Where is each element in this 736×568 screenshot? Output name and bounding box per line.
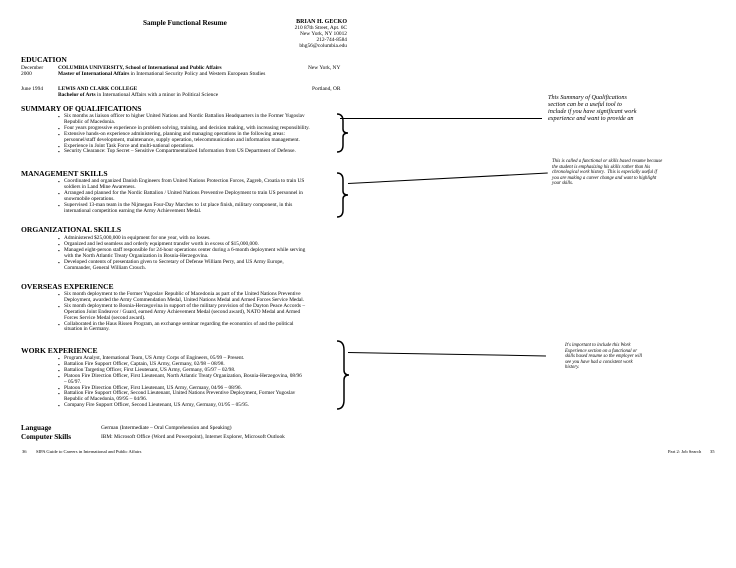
list-item: ▪ Six month deployment to Bosnia-Herzegovina in support of the military provision of the Dayton Peace Accords – Operation Joint Endeavor / Guard, earned Army Achievement Medal (second award), NATO Medal and Armed Forces Service Medal (second award). xyxy=(58,304,305,322)
list-item: ▪ Extensive hands-on experience administering, planning and managing operations in the following areas: personnel/staff development, maintenance, supply operation, telecommunication and information management. xyxy=(58,132,310,144)
work-list xyxy=(58,356,302,409)
edu2-date: June 1994 xyxy=(21,86,44,92)
summary-connector-line xyxy=(340,118,542,119)
summary-list xyxy=(58,114,310,155)
language-label: Language xyxy=(21,424,52,432)
edu1-location: New York, NY xyxy=(308,65,341,71)
footer-right-text: Part 2: Job Search xyxy=(668,449,702,454)
list-item: ▪ Platoon Fire Direction Officer, First Lieutenant, US Army, Germany, 04/96 – 08/96. xyxy=(58,386,302,392)
footer-left-text: SIPA Guide to Careers in International and Public Affairs xyxy=(36,449,142,454)
work-heading: WORK EXPERIENCE xyxy=(21,346,98,355)
edu2-degree: Bachelor of Arts in International Affairs with a minor in Political Science xyxy=(58,92,219,98)
edu1-date2: 2000 xyxy=(21,71,32,77)
education-heading: EDUCATION xyxy=(21,55,67,64)
list-item: ▪ Administered $25,000,000 in equipment for one year, with no losses. xyxy=(58,236,305,242)
summary-brace xyxy=(336,113,350,153)
list-item: ▪ Coordinated and organized Danish Engineers from United Nations Protection Forces, Zagreb, Croatia to train US soldiers in Land Mine Awareness. xyxy=(58,179,304,191)
computer-value: IBM: Microsoft Office (Word and Powerpoint), Internet Explorer, Microsoft Outlook xyxy=(101,434,285,440)
list-item: ▪ Experience in Joint Task Force and multi-national operations. xyxy=(58,144,310,150)
edu2-location: Portland, OR xyxy=(312,86,341,92)
management-heading: MANAGEMENT SKILLS xyxy=(21,169,108,178)
work-brace xyxy=(336,340,350,410)
list-item: ▪ Battalion Fire Support Officer, Captain, US Army, Germany, 02/98 – 08/98. xyxy=(58,362,302,368)
list-item: ▪ Supervised 13-man team in the Nijmegan Four-Day Marches to 1st place finish, military component, in this international competition earning the Army Achievement Medal. xyxy=(58,203,304,215)
list-item: ▪ Company Fire Support Officer, Second Lieutenant, US Army, Germany, 01/95 – 05/95. xyxy=(58,403,302,409)
management-brace xyxy=(336,172,350,218)
list-item: ▪ Four years progressive experience in problem solving, training, and decision making, with increasing responsibility. xyxy=(58,126,310,132)
list-item: ▪ Six month deployment to the Former Yugoslav Republic of Macedonia as part of the United Nations Preventive Deployment, awarded the Army Commendation Medal, United Nations Medal and Armed Forces Service Medal. xyxy=(58,292,305,304)
contact-email: bhg56@columbia.edu xyxy=(299,43,347,49)
list-item: ▪ Arranged and planned for the Nordic Battalion / United Nations Preventive Deployment to train US personnel in snowmobile operations. xyxy=(58,191,304,203)
summary-note: This Summary of Qualifications section can be a useful tool to include if you have significant work experience and want to provide an xyxy=(548,94,637,122)
list-item: ▪ Developed contents of presentation given to Secretary of Defense William Perry, and US Army Europe, Commander, General William Crouch. xyxy=(58,260,305,272)
overseas-heading: OVERSEAS EXPERIENCE xyxy=(21,282,114,291)
edu1-school: COLUMBIA UNIVERSITY, School of International and Public Affairs xyxy=(58,65,222,71)
work-connector-line xyxy=(348,352,546,356)
edu2-school: LEWIS AND CLARK COLLEGE xyxy=(58,86,138,92)
list-item: ▪ Program Analyst, International Team, US Army Corps of Engineers, 05/99 – Present. xyxy=(58,356,302,362)
list-item: ▪ Managed eight-person staff responsible for 24-hour operations center during a 6-month deployment while serving with the North Atlantic Treaty Organization in Bosnia-Herzegovina. xyxy=(58,248,305,260)
list-item: ▪ Six months as liaison officer to higher United Nations and Nordic Battalion Headquarters in the Former Yugoslav Republic of Macedonia. xyxy=(58,114,310,126)
list-item: ▪ Battalion Targeting Officer, First Lieutenant, US Army, Germany, 05/97 – 02/98. xyxy=(58,368,302,374)
list-item: ▪ Collaborated in the Haus Rissen Program, an exchange seminar regarding the economics of and the political situation in Germany. xyxy=(58,322,305,334)
work-note: It's important to include this Work Experience section on a functional or skills based resume so the employer will see you have had a consistent work history. xyxy=(565,343,643,371)
summary-heading: SUMMARY OF QUALIFICATIONS xyxy=(21,104,142,113)
list-item: ▪ Security Clearance: Top Secret – Sensitive Compartmentalized Information from US Department of Defense. xyxy=(58,149,310,155)
language-value: German (Intermediate – Oral Comprehension and Speaking) xyxy=(101,425,232,431)
contact-city: New York, NY 10012 xyxy=(300,31,347,37)
organizational-list xyxy=(58,236,305,271)
list-item: ▪ Battalion Fire Support Officer, Second Lieutenant, United Nations Preventive Deployment, Former Yugoslav Republic of Macedonia, 09/95 – 04/96. xyxy=(58,391,302,403)
overseas-list xyxy=(58,292,305,333)
management-list xyxy=(58,179,304,214)
resume-title: Sample Functional Resume xyxy=(143,19,227,27)
computer-label: Computer Skills xyxy=(21,433,71,441)
contact-phone: 212-744-8584 xyxy=(316,37,347,43)
contact-block xyxy=(290,19,347,49)
management-connector-line xyxy=(348,173,548,184)
footer-left-page: 36 xyxy=(22,449,27,454)
list-item: ▪ Platoon Fire Direction Officer, First Lieutenant, North Atlantic Treaty Organization, Bosnia-Herzegovina, 08/96 – 05/97. xyxy=(58,374,302,386)
edu1-date1: December xyxy=(21,65,44,71)
contact-name: BRIAN H. GECKO xyxy=(296,19,347,25)
functional-note: This is called a functional or skills based resume because the student is emphasizing his skills rather than his chronological work history. This is especially useful if you are making a career change and want to highlight your skills. xyxy=(552,159,663,187)
edu1-degree: Master of International Affairs in International Security Policy and Western European Studies xyxy=(58,71,266,77)
organizational-heading: ORGANIZATIONAL SKILLS xyxy=(21,225,122,234)
contact-street: 210 87th Street, Apt. 6C xyxy=(294,25,347,31)
footer-right-page: 35 xyxy=(710,449,715,454)
list-item: ▪ Organized and led seamless and orderly equipment transfer worth in excess of $15,000,000. xyxy=(58,242,305,248)
